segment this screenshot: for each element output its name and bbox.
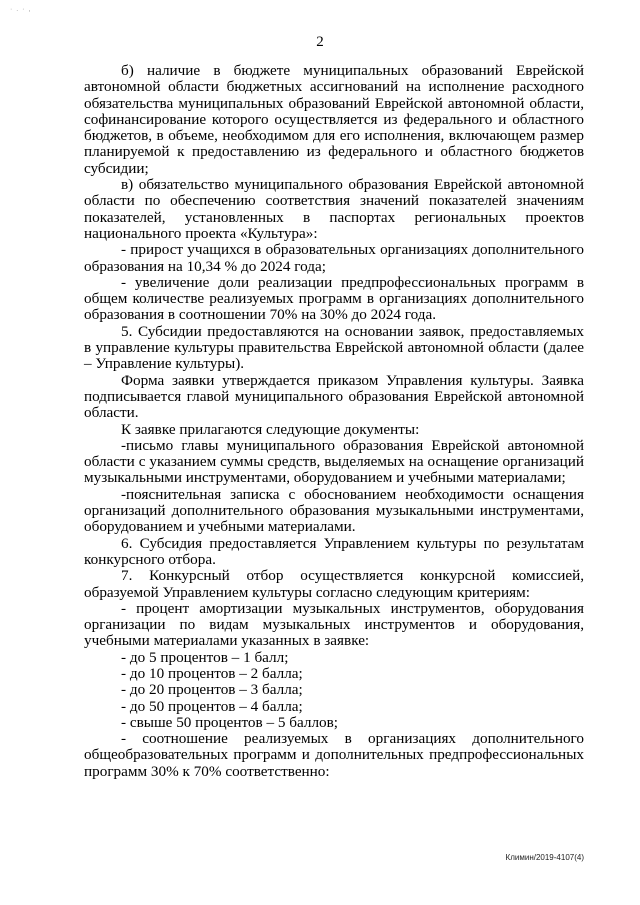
footer-code: Климин/2019-4107(4): [505, 853, 584, 862]
paragraph-score-1: - до 5 процентов – 1 балл;: [121, 648, 289, 666]
document-body: [84, 63, 584, 780]
paragraph-score-3: - до 20 процентов – 3 балла;: [121, 681, 303, 699]
corner-mark: · . · ,: [10, 6, 32, 13]
paragraph-indicator-students: - прирост учащихся в образовательных организациях дополнительного образования на 10,34 % до 2024 года;: [84, 241, 584, 275]
paragraph-section-5: 5. Субсидии предоставляются на основании заявок, предоставляемых в управление культуры правительства Еврейской автономной области (далее – Управление культуры).: [84, 322, 584, 373]
paragraph-criterion-ratio: - соотношение реализуемых в организациях дополнительного общеобразовательных программ и дополнительных предпрофессиональных программ 30% к 70% соответственно:: [84, 730, 584, 780]
paragraph-attachments-intro: К заявке прилагаются следующие документы:: [121, 420, 420, 438]
paragraph-attachment-note: -пояснительная записка с обоснованием необходимости оснащения организаций дополнительного образования музыкальными инструментами, оборудованием и учебными материалами.: [84, 485, 584, 536]
paragraph-score-4: - до 50 процентов – 4 балла;: [121, 697, 303, 715]
paragraph-score-5: - свыше 50 процентов – 5 баллов;: [121, 713, 339, 731]
paragraph-obligation: в) обязательство муниципального образования Еврейской автономной области по обеспечению соответствия значений показателей значениям показателей, установленных в паспортах региональных проектов национального проекта «Культура»:: [84, 176, 584, 242]
paragraph-indicator-programs: - увеличение доли реализации предпрофессиональных программ в общем количестве реализуемых программ в организациях дополнительного образования в соотношении 70% на 30% до 2024 года.: [84, 273, 584, 324]
paragraph-section-6: 6. Субсидия предоставляется Управлением культуры по результатам конкурсного отбора.: [84, 534, 584, 568]
page-number: 2: [316, 34, 324, 50]
paragraph-application-form: Форма заявки утверждается приказом Управления культуры. Заявка подписывается главой муниципального образования Еврейской автономной области.: [84, 371, 584, 422]
paragraph-score-2: - до 10 процентов – 2 балла;: [121, 664, 303, 682]
paragraph-section-7: 7. Конкурсный отбор осуществляется конкурсной комиссией, образуемой Управлением культуры согласно следующим критериям:: [84, 567, 584, 601]
paragraph-budget-availability: б) наличие в бюджете муниципальных образований Еврейской автономной области бюджетных ассигнований на исполнение расходного обязательства муниципальных образований Еврейской автономной области, софинансирование которого осуществляется из федерального и областного бюджетов, в объеме, необходимом для его исполнения, включающем размер планируемой к предоставлению из федерального и областного бюджетов субсидии;: [84, 62, 584, 177]
paragraph-attachment-letter: -письмо главы муниципального образования Еврейской автономной области с указанием суммы средств, выделяемых на оснащение организаций музыкальными инструментами, оборудованием и учебными материалами;: [84, 436, 584, 487]
paragraph-criterion-depreciation: - процент амортизации музыкальных инструментов, оборудования организации по видам музыкальных инструментов и оборудования, учебными материалами указанных в заявке:: [84, 599, 584, 650]
